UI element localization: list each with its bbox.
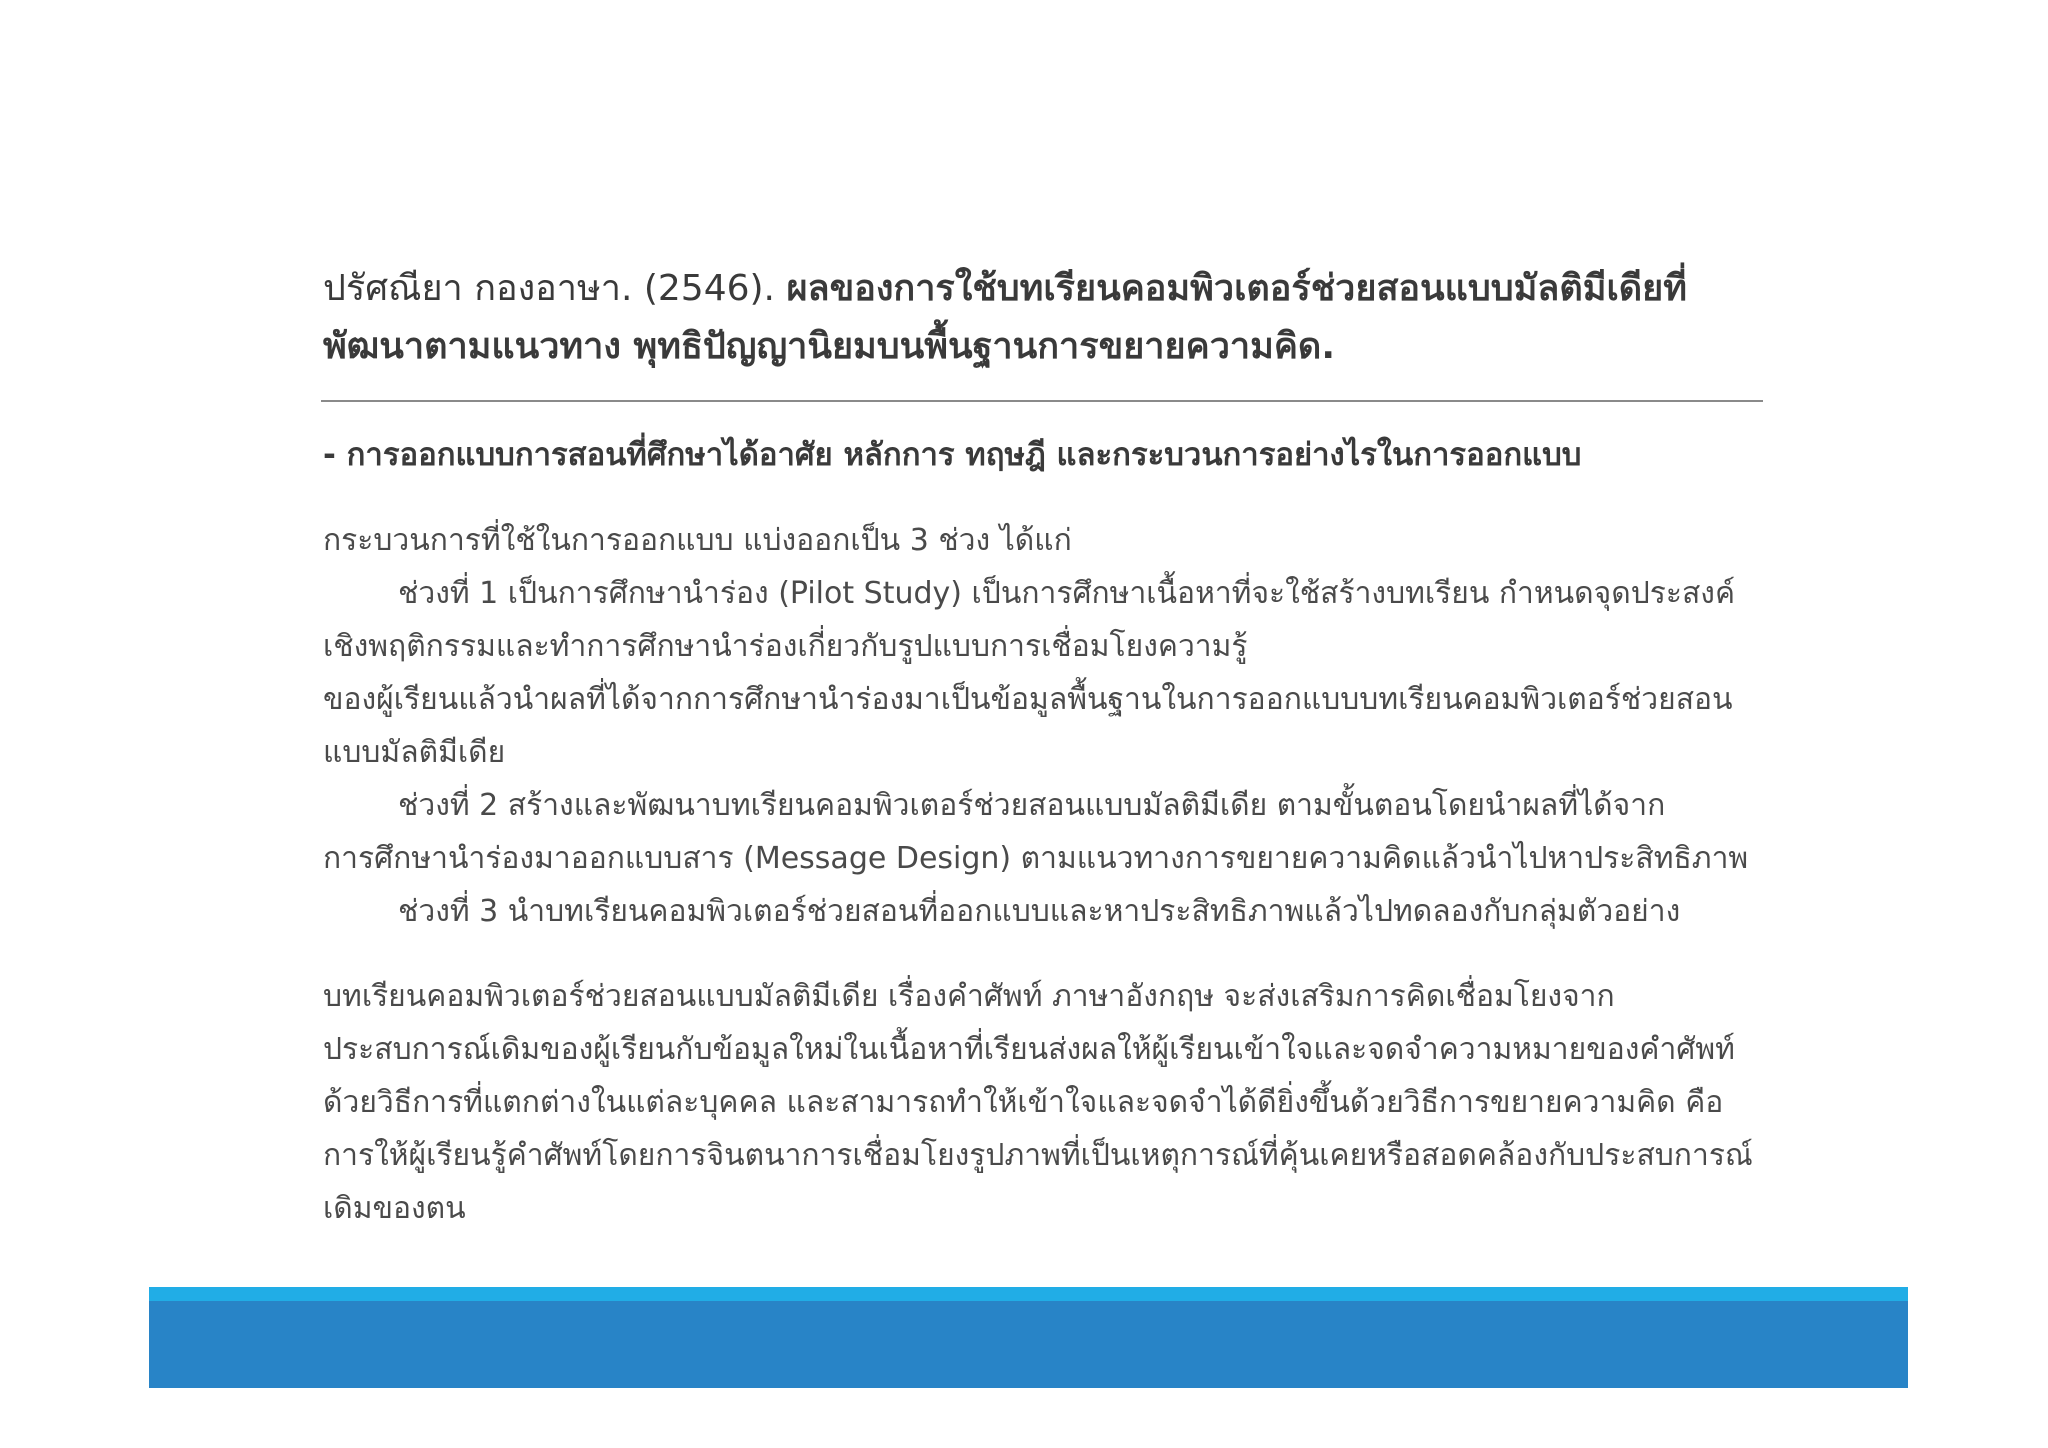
title-citation: ปรัศณียา กองอาษา. (2546). <box>323 268 787 309</box>
process-line-phase-3: ช่วงที่ 3 นำบทเรียนคอมพิวเตอร์ช่วยสอนที่ออกแบบและหาประสิทธิภาพแล้วไปทดลองกับกลุ่มตัวอย่าง <box>398 894 1681 929</box>
summary-line: ด้วยวิธีการที่แตกต่างในแต่ละบุคคล และสามารถทำให้เข้าใจและจดจำได้ดียิ่งขึ้นด้วยวิธีการขยายความคิด คือ <box>323 1085 1724 1120</box>
title-bold-line-1: ผลของการใช้บทเรียนคอมพิวเตอร์ช่วยสอนแบบมัลติมีเดียที่ <box>786 268 1687 309</box>
footer-accent-stripe <box>149 1287 1908 1301</box>
process-line-phase-2: ช่วงที่ 2 สร้างและพัฒนาบทเรียนคอมพิวเตอร์ช่วยสอนแบบมัลติมีเดีย ตามขั้นตอนโดยนำผลที่ได้จาก <box>398 788 1666 823</box>
process-line-phase-1: ช่วงที่ 1 เป็นการศึกษานำร่อง (Pilot Study) เป็นการศึกษาเนื้อหาที่จะใช้สร้างบทเรียน กำหนดจุดประสงค์ <box>398 576 1736 611</box>
summary-line: เดิมของตน <box>323 1191 466 1226</box>
process-line: เชิงพฤติกรรมและทำการศึกษานำร่องเกี่ยวกับรูปแบบการเชื่อมโยงความรู้ <box>323 629 1248 664</box>
summary-section <box>323 970 1763 1235</box>
title-divider <box>321 400 1763 402</box>
footer-bar <box>149 1301 1908 1388</box>
slide-title <box>323 260 1763 376</box>
slide-title-area <box>323 260 1763 376</box>
process-line: แบบมัลติมีเดีย <box>323 735 506 770</box>
process-intro: กระบวนการที่ใช้ในการออกแบบ แบ่งออกเป็น 3 ช่วง ได้แก่ <box>323 523 1072 558</box>
question-heading: - การออกแบบการสอนที่ศึกษาได้อาศัย หลักการ ทฤษฎี และกระบวนการอย่างไรในการออกแบบ <box>323 437 1582 473</box>
summary-line: บทเรียนคอมพิวเตอร์ช่วยสอนแบบมัลติมีเดีย เรื่องคำศัพท์ ภาษาอังกฤษ จะส่งเสริมการคิดเชื่อมโยงจาก <box>323 979 1615 1014</box>
summary-line: ประสบการณ์เดิมของผู้เรียนกับข้อมูลใหม่ในเนื้อหาที่เรียนส่งผลให้ผู้เรียนเข้าใจและจดจำความหมายของคำศัพท์ <box>323 1032 1735 1067</box>
process-line: ของผู้เรียนแล้วนำผลที่ได้จากการศึกษานำร่องมาเป็นข้อมูลพื้นฐานในการออกแบบบทเรียนคอมพิวเตอร์ช่วยสอน <box>323 682 1733 717</box>
process-line: การศึกษานำร่องมาออกแบบสาร (Message Design) ตามแนวทางการขยายความคิดแล้วนำไปหาประสิทธิภาพ <box>323 841 1749 876</box>
title-bold-line-2: พัฒนาตามแนวทาง พุทธิปัญญานิยมบนพื้นฐานการขยายความคิด. <box>323 326 1335 367</box>
summary-line: การให้ผู้เรียนรู้คำศัพท์โดยการจินตนาการเชื่อมโยงรูปภาพที่เป็นเหตุการณ์ที่คุ้นเคยหรือสอดคล้องกับประสบการณ์ <box>323 1138 1753 1173</box>
process-section <box>323 514 1763 938</box>
